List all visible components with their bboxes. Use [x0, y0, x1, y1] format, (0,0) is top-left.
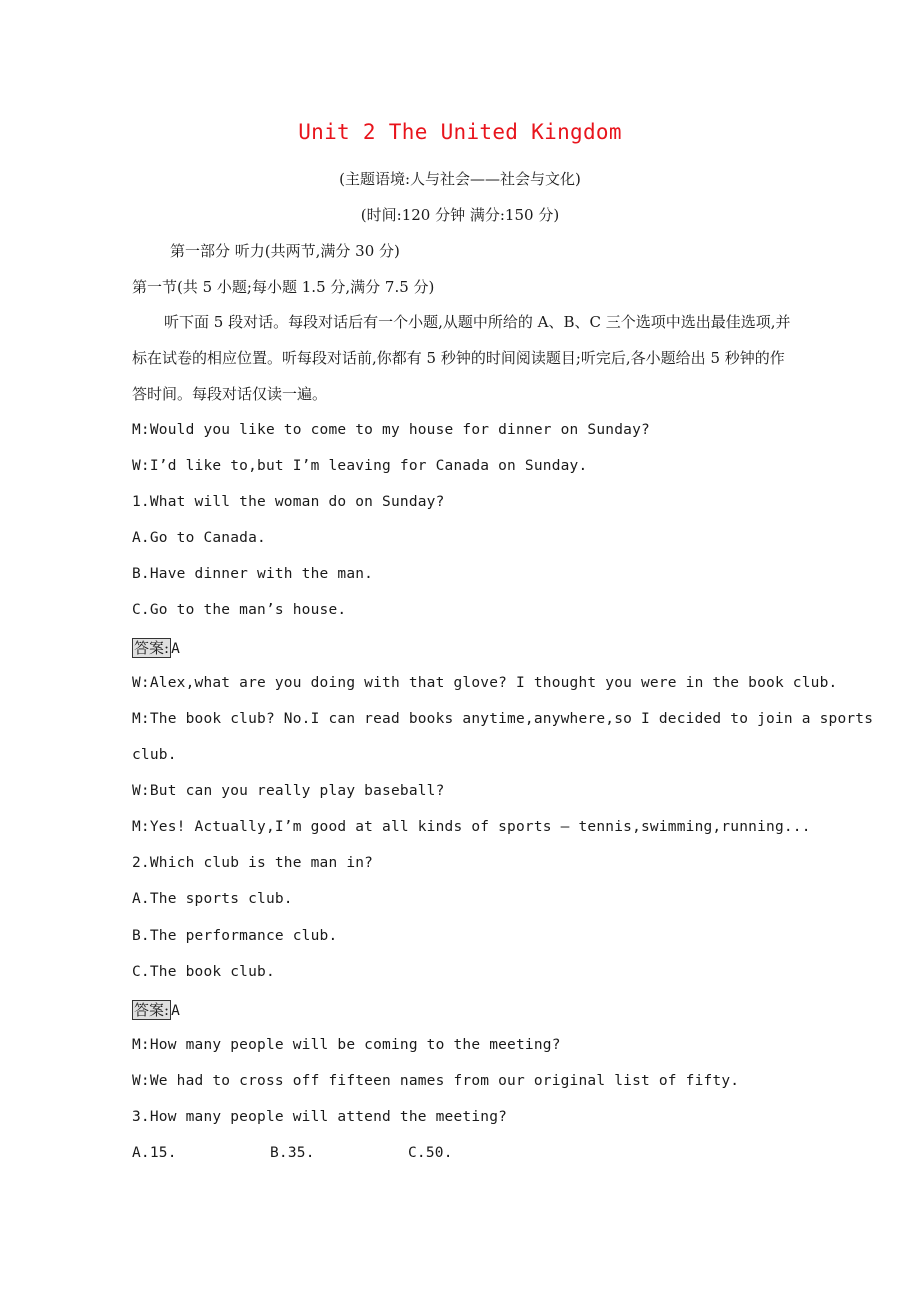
answer-label: 答案: — [134, 639, 170, 657]
q1-answer — [132, 638, 180, 658]
page-title: Unit 2 The United Kingdom — [298, 120, 622, 144]
q2-dialog-line: M:The book club? No.I can read books anytime,anywhere,so I decided to join a sports — [132, 711, 874, 727]
instructions: 听下面 5 段对话。每段对话后有一个小题,从题中所给的 A、B、C 三个选项中选出最佳选项,并标在试卷的相应位置。听每段对话前,你都有 5 秒钟的时间阅读题目;听完后,各小题给出 5 秒钟的作答时间。每段对话仅读一遍。 — [132, 313, 791, 403]
q2-option-c: C.The book club. — [132, 964, 275, 980]
q2-question: 2.Which club is the man in? — [132, 855, 374, 871]
q1-option-a: A.Go to Canada. — [132, 530, 266, 546]
q2-dialog-line: M:Yes! Actually,I’m good at all kinds of sports — tennis,swimming,running... — [132, 819, 811, 835]
answer-label: 答案: — [134, 1001, 170, 1019]
q2-option-a: A.The sports club. — [132, 891, 293, 907]
time-info: (时间:120 分钟 满分:150 分) — [360, 206, 560, 224]
q2-option-b: B.The performance club. — [132, 928, 338, 944]
q3-dialog-line: M:How many people will be coming to the meeting? — [132, 1037, 561, 1053]
q3-question: 3.How many people will attend the meeting? — [132, 1109, 508, 1125]
q2-dialog-line: W:Alex,what are you doing with that glove? I thought you were in the book club. — [132, 675, 838, 691]
q2-answer — [132, 1000, 180, 1020]
q1-option-c: C.Go to the man’s house. — [132, 602, 347, 618]
q3-dialog-line: W:We had to cross off fifteen names from our original list of fifty. — [132, 1073, 740, 1089]
section1-heading: 第一节(共 5 小题;每小题 1.5 分,满分 7.5 分) — [132, 278, 435, 296]
q3-option-a: A.15. — [132, 1145, 177, 1161]
subtitle: (主题语境:人与社会——社会与文化) — [339, 170, 581, 188]
answer-value: A — [171, 1003, 180, 1019]
q3-option-c: C.50. — [408, 1145, 453, 1161]
q1-dialog-line: W:I’d like to,but I’m leaving for Canada on Sunday. — [132, 458, 588, 474]
q1-dialog-line: M:Would you like to come to my house for dinner on Sunday? — [132, 422, 650, 438]
answer-value: A — [171, 641, 180, 657]
q2-dialog-line: W:But can you really play baseball? — [132, 783, 445, 799]
q1-question: 1.What will the woman do on Sunday? — [132, 494, 445, 510]
q1-option-b: B.Have dinner with the man. — [132, 566, 374, 582]
q2-dialog-line: club. — [132, 747, 177, 763]
q3-options — [132, 1145, 453, 1161]
part1-heading: 第一部分 听力(共两节,满分 30 分) — [170, 242, 400, 260]
q3-option-b: B.35. — [270, 1145, 315, 1161]
